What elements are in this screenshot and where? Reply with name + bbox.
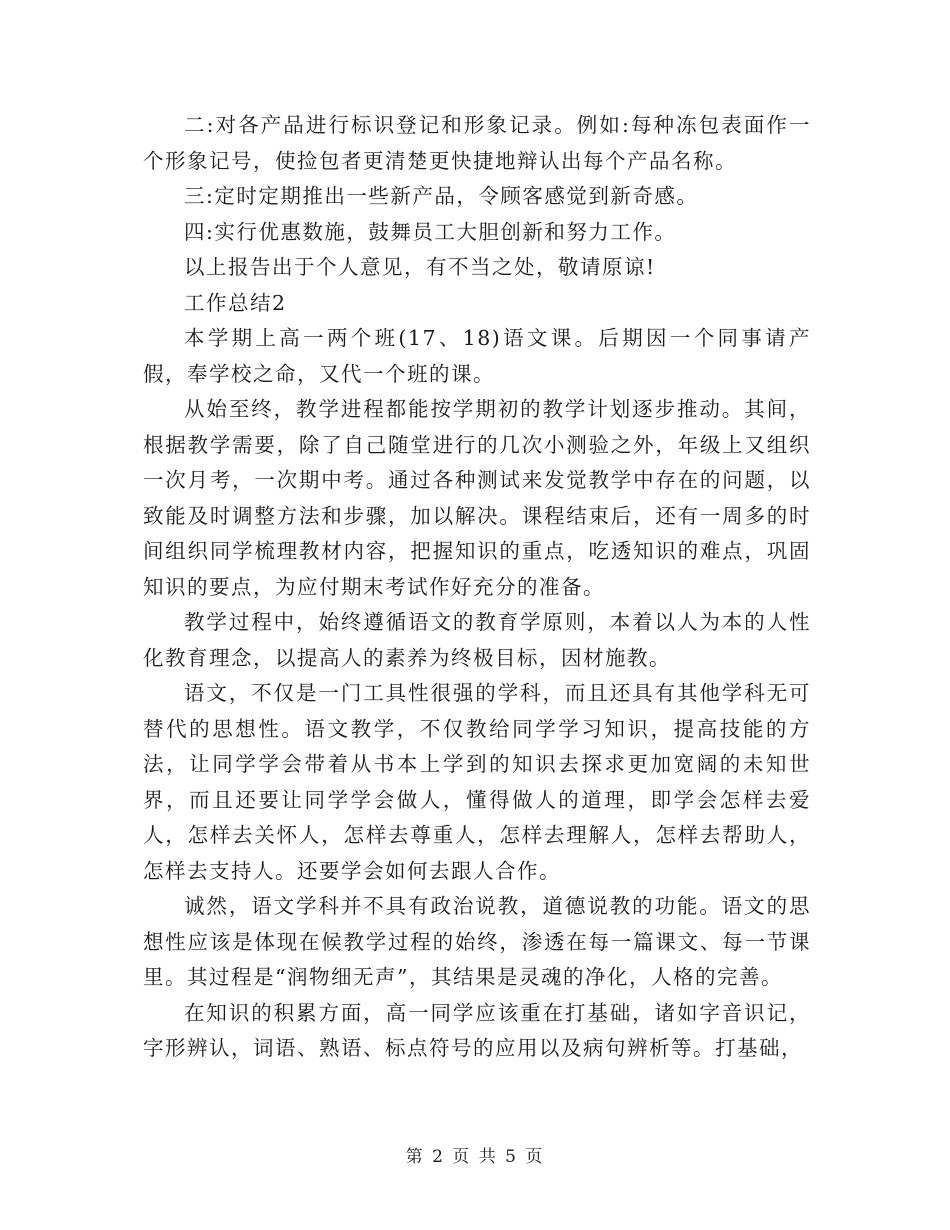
paragraph: 从始至终，教学进程都能按学期初的教学计划逐步推动。其间，根据教学需要，除了自己随堂进行的几次小测验之外，年级上又组织一次月考，一次期中考。通过各种测试来发觉教学中存在的问题，以致能及时调整方法和步骤，加以解决。课程结束后，还有一周多的时间组织同学梳理教材内容，把握知识的重点，吃透知识的难点，巩固知识的要点，为应付期末考试作好充分的准备。 — [143, 397, 811, 599]
paragraph: 教学过程中，始终遵循语文的教育学原则，本着以人为本的人性化教育理念，以提高人的素养为终极目标，因材施教。 — [143, 610, 811, 670]
paragraph: 三:定时定期推出一些新产品，令顾客感觉到新奇感。 — [184, 184, 699, 208]
document-body — [143, 108, 811, 1067]
paragraph: 语文，不仅是一门工具性很强的学科，而且还具有其他学科无可替代的思想性。语文教学，不仅教给同学学习知识，提高技能的方法，让同学学会带着从书本上学到的知识去探求更加宽阔的未知世界，而且还要让同学学会做人，懂得做人的道理，即学会怎样去爱人，怎样去关怀人，怎样去尊重人，怎样去理解人，怎样去帮助人，怎样去支持人。还要学会如何去跟人合作。 — [143, 681, 811, 883]
paragraph: 诚然，语文学科并不具有政治说教，道德说教的功能。语文的思想性应该是体现在候教学过程的始终，渗透在每一篇课文、每一节课里。其过程是“润物细无声”，其结果是灵魂的净化，人格的完善。 — [143, 894, 811, 989]
paragraph: 四:实行优惠数施，鼓舞员工大胆创新和努力工作。 — [184, 219, 677, 244]
page-number-footer: 第 2 页 共 5 页 — [405, 1147, 545, 1167]
section-heading: 工作总结2 — [184, 290, 287, 315]
paragraph: 二:对各产品进行标识登记和形象记录。例如:每种冻包表面作一个形象记号，使捡包者更清楚更快捷地辩认出每个产品名称。 — [143, 113, 811, 173]
paragraph: 本学期上高一两个班(17、18)语文课。后期因一个同事请产假，奉学校之命，又代一个班的课。 — [143, 326, 811, 386]
paragraph: 以上报告出于个人意见，有不当之处，敬请原谅! — [184, 255, 656, 279]
paragraph: 在知识的积累方面，高一同学应该重在打基础，诸如字音识记，字形辨认，词语、熟语、标点符号的应用以及病句辨析等。打基础， — [143, 1000, 811, 1060]
